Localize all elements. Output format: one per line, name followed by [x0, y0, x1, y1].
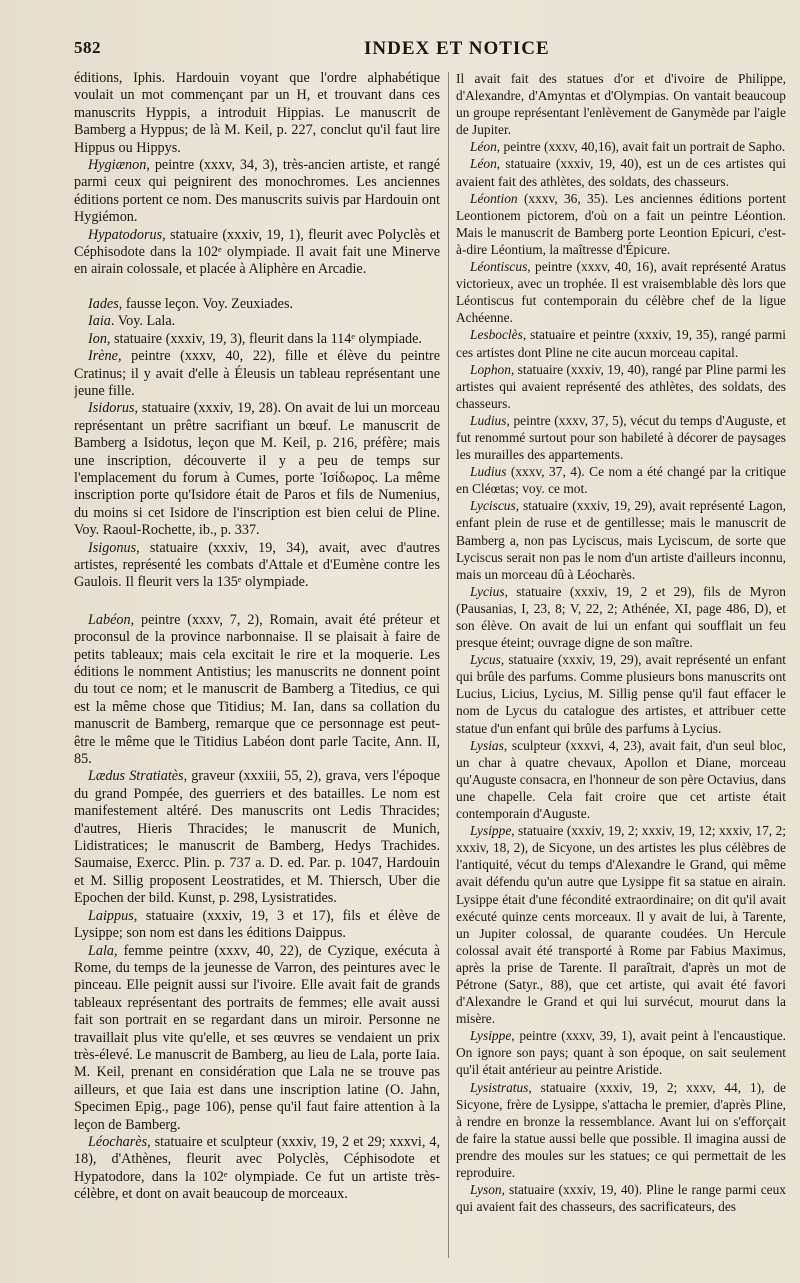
entry-text: , peintre (xxxv, 34, 3), très-ancien artiste, et rangé parmi ceux qui peignirent des monochromes. Les anciennes éditions portent ce nom. Des manuscrits suivis par Hardouin ont Hygiémon.	[74, 157, 440, 226]
entry-text: Il avait fait des statues d'or et d'ivoire de Philippe, d'Alexandre, d'Amyntas et d'Olympias. On vantait beaucoup un groupe représentant l'enlèvement de Ganymède par l'aigle de Jupiter.	[456, 71, 786, 138]
entry-lemma: Lycus	[470, 652, 501, 668]
entry-lemma: Lysistratus	[470, 1079, 529, 1095]
entry-lemma: Hypatodorus	[88, 226, 163, 243]
index-entry	[74, 400, 440, 539]
entry-lemma: Iades	[88, 295, 119, 312]
entry-text: , peintre (xxxv, 39, 1), avait peint à l'encaustique. On ignore son pays; quant à son époque, on sait seulement qu'il était antérieur au peintre Aristide.	[456, 1028, 786, 1078]
entry-lemma: Irène	[88, 348, 118, 365]
entry-text: , statuaire (xxxiv, 19, 28). On avait de lui un morceau représentant un prêtre sacrifiant un bœuf. Le manuscrit de Bamberg a Isidotus, leçon que M. Keil, p. 216, préfère; mais une inscription, découverte il y a peu de temps sur l'emplacement du forum à Cumes, porte Ἰσίδωρος. La même inscription porte qu'Isidore était de Paros et fils de Numenius, du moins si cet Isidore de l'inscription est bien celui de Pline. Voy. Raoul-Rochette, ib., p. 337.	[74, 400, 440, 539]
entry-lemma: Lyson	[470, 1182, 502, 1198]
entry-text: , statuaire et sculpteur (xxxiv, 19, 2 et 29; xxxvi, 4, 18), d'Athènes, fleurit avec Polyclès, Céphisodote et Hypatodore, dans la 102ᵉ olympiade. Ce fut un artiste très-célèbre, et dont on avait beaucoup de morceaux.	[74, 1133, 440, 1203]
index-entry	[74, 348, 440, 400]
entry-text: , statuaire (xxxiv, 19, 2; xxxiv, 19, 12; xxxiv, 17, 2; xxxiv, 18, 2), de Sicyone, un des artistes les plus célèbres de l'antiquité, vécut du temps d'Alexandre le Grand, qui même avait défendu qu'un autre que Lysippe fit sa statue en airain. Lysippe était d'une fécondité extraordinaire; on dit qu'il avait exécuté quinze cents morceaux. Il y avait de lui, à Tarente, un Jupiter colossal, de quarante coudées. Un Hercule colossal avait été transporté à Rome par Fabius Maximus, après la prise de Tarente. Il paraîtrait, d'après un mot de Pétrone (Satyr., 88), que cet artiste, qui avait été favori d'Alexandre le Grand et qui lui survécut, mourut dans la misère.	[456, 823, 786, 1027]
index-entry	[74, 1134, 440, 1204]
entry-text: éditions, Iphis. Hardouin voyant que l'ordre alphabétique voulait un mot commençant par un H, et trouvant dans ces manuscrits Hyppis, a introduit Hippias. Le manuscrit de Bamberg a Hyppus; de là M. Keil, p. 227, conclut qu'il faut lire Hippus ou Hippys.	[74, 70, 440, 156]
entry-lemma: Lycius	[470, 583, 505, 599]
index-entry	[456, 190, 786, 258]
entry-lemma: Laippus	[88, 907, 134, 924]
entry-text: , peintre (xxxv, 40,16), avait fait un portrait de Sapho.	[496, 139, 786, 155]
entry-lemma: Léontiscus	[470, 259, 528, 275]
index-entry	[74, 70, 440, 157]
index-entry	[456, 583, 786, 651]
index-entry	[456, 412, 786, 463]
entry-text: , statuaire (xxxiv, 19, 29), avait représenté Lagon, enfant plein de ruse et de gentillesse; mais le manuscrit de Bamberg a, non pas Lyciscus, mais Lyciscum, de sorte que Lyciscus serait non pas le nom d'un artiste d'ailleurs inconnu, mais un morceau dû à Léocharès.	[456, 498, 786, 582]
entry-text: (xxxv, 36, 35). Les anciennes éditions portent Leontionem pictorem, d'où on a fait un peintre Léontion. Mais le manuscrit de Bamberg porte Leontion Epicuri, c'est-à-dire Léontium, la maîtresse d'Épicure.	[456, 190, 786, 257]
entry-lemma: Iaia	[88, 313, 111, 330]
entry-text: , peintre (xxxv, 40, 22), fille et élève du peintre Cratinus; il y avait d'elle à Éleusis un tableau représentant une jeune fille.	[74, 348, 440, 399]
entry-lemma: Ludius	[470, 412, 507, 428]
entry-text: , graveur (xxxiii, 55, 2), grava, vers l'époque du grand Pompée, des guerriers et des batailles. Le nom est manifestement altéré. Des manuscrits ont Ledis Thracides; d'autres, Hieris Thracides; le manuscrit de Munich, Lidistratices; le manuscrit de Bamberg, Hedys Trachides. Saumaise, Exercc. Plin. p. 737 a. D. ed. Par. p. 1047, Hardouin et M. Sillig proposent Leostratides, et M. Thiersch, Uber die Epochen der bild. Kunst, p. 298, Lysistratides.	[74, 768, 440, 907]
entry-lemma: Léocharès	[88, 1133, 148, 1150]
entry-text: , fausse leçon. Voy. Zeuxiades.	[118, 295, 294, 312]
entry-lemma: Hygiænon	[88, 157, 147, 174]
entry-lemma: Lyciscus	[470, 498, 516, 514]
entry-text: , peintre (xxxv, 37, 5), vécut du temps d'Auguste, et fut renommé surtout pour son habileté à décorer de paysages les murailles des appartements.	[456, 412, 786, 463]
entry-lemma: Lesboclès	[470, 327, 523, 343]
index-entry	[456, 1027, 786, 1078]
entry-lemma: Léon	[470, 156, 497, 172]
running-title: INDEX ET NOTICE	[364, 38, 550, 59]
entry-text: , statuaire (xxxiv, 19, 40). Pline le range parmi ceux qui avaient fait des chasseurs, des sacrificateurs, des	[456, 1182, 786, 1215]
entry-lemma: Lala	[88, 942, 115, 959]
entry-lemma: Ion	[88, 330, 107, 347]
entry-lemma: Lædus Stratiatès	[88, 768, 184, 785]
entry-lemma: Ludius	[470, 464, 507, 480]
index-entry	[74, 540, 440, 592]
index-entry	[74, 908, 440, 943]
index-entry	[74, 768, 440, 907]
entry-lemma: Lophon	[470, 361, 511, 377]
index-entry	[456, 737, 786, 822]
index-entry	[74, 612, 440, 769]
index-entry	[74, 943, 440, 1134]
left-column	[74, 70, 440, 1260]
entry-text: , statuaire (xxxiv, 19, 2 et 29), fils de Myron (Pausanias, I, 23, 8; V, 22, 2; Athénée, XI, page 486, D), et son élève. On avait de lui un enfant qui soufflait un feu presque éteint; ouvrage digne de son maître.	[456, 583, 786, 651]
index-entry	[456, 70, 786, 138]
entry-text: (xxxv, 37, 4). Ce nom a été changé par la critique en Cléœtas; voy. ce mot.	[456, 464, 786, 497]
index-entry	[456, 361, 786, 412]
index-entry	[456, 155, 786, 189]
index-entry	[74, 331, 440, 348]
entry-text: , statuaire (xxxiv, 19, 40), rangé par Pline parmi les artistes qui avaient représenté des athlètes, des soldats, des chasseurs.	[456, 361, 786, 411]
entry-lemma: Isigonus	[88, 539, 137, 556]
index-entry	[74, 157, 440, 227]
index-entry	[74, 227, 440, 279]
entry-text: , statuaire (xxxiv, 19, 1), fleurit avec Polyclès et Céphisodote dans la 102ᵉ olympiade. Il avait fait une Minerve en airain colossale, et placée à Aliphère en Arcadie.	[74, 226, 440, 278]
index-entry	[456, 651, 786, 736]
entry-lemma: Lysippe	[470, 823, 512, 839]
entry-text: . Voy. Lala.	[110, 313, 176, 330]
page-number: 582	[74, 38, 101, 57]
entry-text: , statuaire (xxxiv, 19, 34), avait, avec d'autres artistes, représenté les combats d'Attale et d'Eumène contre les Gaulois. Il fleurit vers la 135ᵉ olympiade.	[74, 539, 440, 591]
right-column	[456, 70, 786, 1260]
entry-text: , statuaire (xxxiv, 19, 2; xxxv, 44, 1), de Sicyone, frère de Lysippe, s'attacha le premier, d'après Pline, à rendre en bronze la ressemblance. Avant lui on s'efforçait de faire la statue aussi belle que possible. Il imagina aussi de prendre des moules sur les statues; ce qui permettait de les reproduire.	[456, 1079, 786, 1180]
index-entry	[74, 296, 440, 313]
index-entry	[456, 326, 786, 360]
index-entry	[456, 138, 786, 155]
entry-lemma: Léon	[470, 139, 497, 155]
index-entry	[74, 313, 440, 330]
entry-text: , sculpteur (xxxvi, 4, 23), avait fait, d'un seul bloc, un char à quatre chevaux, Apollon et Diane, morceau qu'Auguste consacra, en l'honneur de son père Octavius, dans une chapelle. Cela fait croire que cet artiste était contemporain d'Auguste.	[456, 737, 786, 822]
index-entry	[456, 1181, 786, 1215]
entry-lemma: Isidorus	[88, 400, 135, 417]
entry-text: , statuaire et peintre (xxxiv, 19, 35), rangé parmi ces artistes dont Pline ne cite aucun morceau capital.	[456, 327, 786, 360]
index-entry	[456, 1079, 786, 1182]
page-header	[74, 38, 780, 68]
index-entry	[456, 463, 786, 497]
index-entry	[456, 822, 786, 1027]
index-entry	[456, 497, 786, 582]
entry-text: , statuaire (xxxiv, 19, 40), est un de ces artistes qui avaient fait des athlètes, des soldats, des chasseurs.	[456, 156, 786, 189]
entry-text: , peintre (xxxv, 40, 16), avait représenté Aratus victorieux, avec un trophée. Il est vraisemblable dès lors que Léontiscus fut contemporain du célèbre chef de la ligue Achéenne.	[456, 259, 786, 326]
entry-lemma: Lysias	[470, 737, 504, 753]
text-columns	[74, 70, 784, 1260]
entry-text: , femme peintre (xxxv, 40, 22), de Cyzique, exécuta à Rome, du temps de la jeunesse de Varron, des peintures avec le pinceau. Elle peignit aussi sur l'ivoire. Elle avait fait de grands tableaux représentant des portraits de femmes; elle avait aussi fait son portrait en se regardant dans un miroir. Personne ne travaillait plus vite qu'elle, et ses œuvres se vendaient un prix très-élevé. Le manuscrit de Bamberg, au lieu de Lala, porte Iaia. M. Keil, prenant en considération que Lala ne se trouve pas ailleurs, et que Iaia est dans une inscription latine (O. Jahn, Specimen Epig., page 106), pense qu'il faut faire attention à la leçon de Bamberg.	[74, 942, 440, 1133]
entry-lemma: Léontion	[470, 190, 518, 206]
column-divider	[448, 72, 449, 1258]
entry-text: , peintre (xxxv, 7, 2), Romain, avait été préteur et proconsul de la province narbonnaise. Il se plaisait à faire de petits tableaux; mais cela excitait le rire et la moquerie. Les éditions le nomment Antistius; les manuscrits ne donnent point du tout ce nom; et le manuscrit de Bamberg a Titedius, ce qui est la même chose que Titidius; M. Ian, dans sa collation du manuscrit de Bamberg, remarque que ce personnage est peut-être le même que le Titidius Labéon dont parle Tacite, Ann. II, 85.	[74, 611, 440, 768]
entry-lemma: Labéon	[88, 611, 131, 628]
entry-text: , statuaire (xxxiv, 19, 3), fleurit dans la 114ᵉ olympiade.	[106, 330, 422, 347]
entry-lemma: Lysippe	[470, 1028, 512, 1044]
index-entry	[456, 258, 786, 326]
entry-text: , statuaire (xxxiv, 19, 3 et 17), fils et élève de Lysippe; son nom est dans les éditions Daippus.	[74, 907, 440, 942]
entry-text: , statuaire (xxxiv, 19, 29), avait représenté un enfant qui brûle des parfums. Comme plusieurs bons manuscrits ont Lucius, Licius, Lycius, M. Sillig pense qu'il faut effacer le nom de Lycus du catalogue des artistes, et attribuer cette statue d'un enfant qui brûle des parfums à Lycius.	[456, 652, 786, 736]
